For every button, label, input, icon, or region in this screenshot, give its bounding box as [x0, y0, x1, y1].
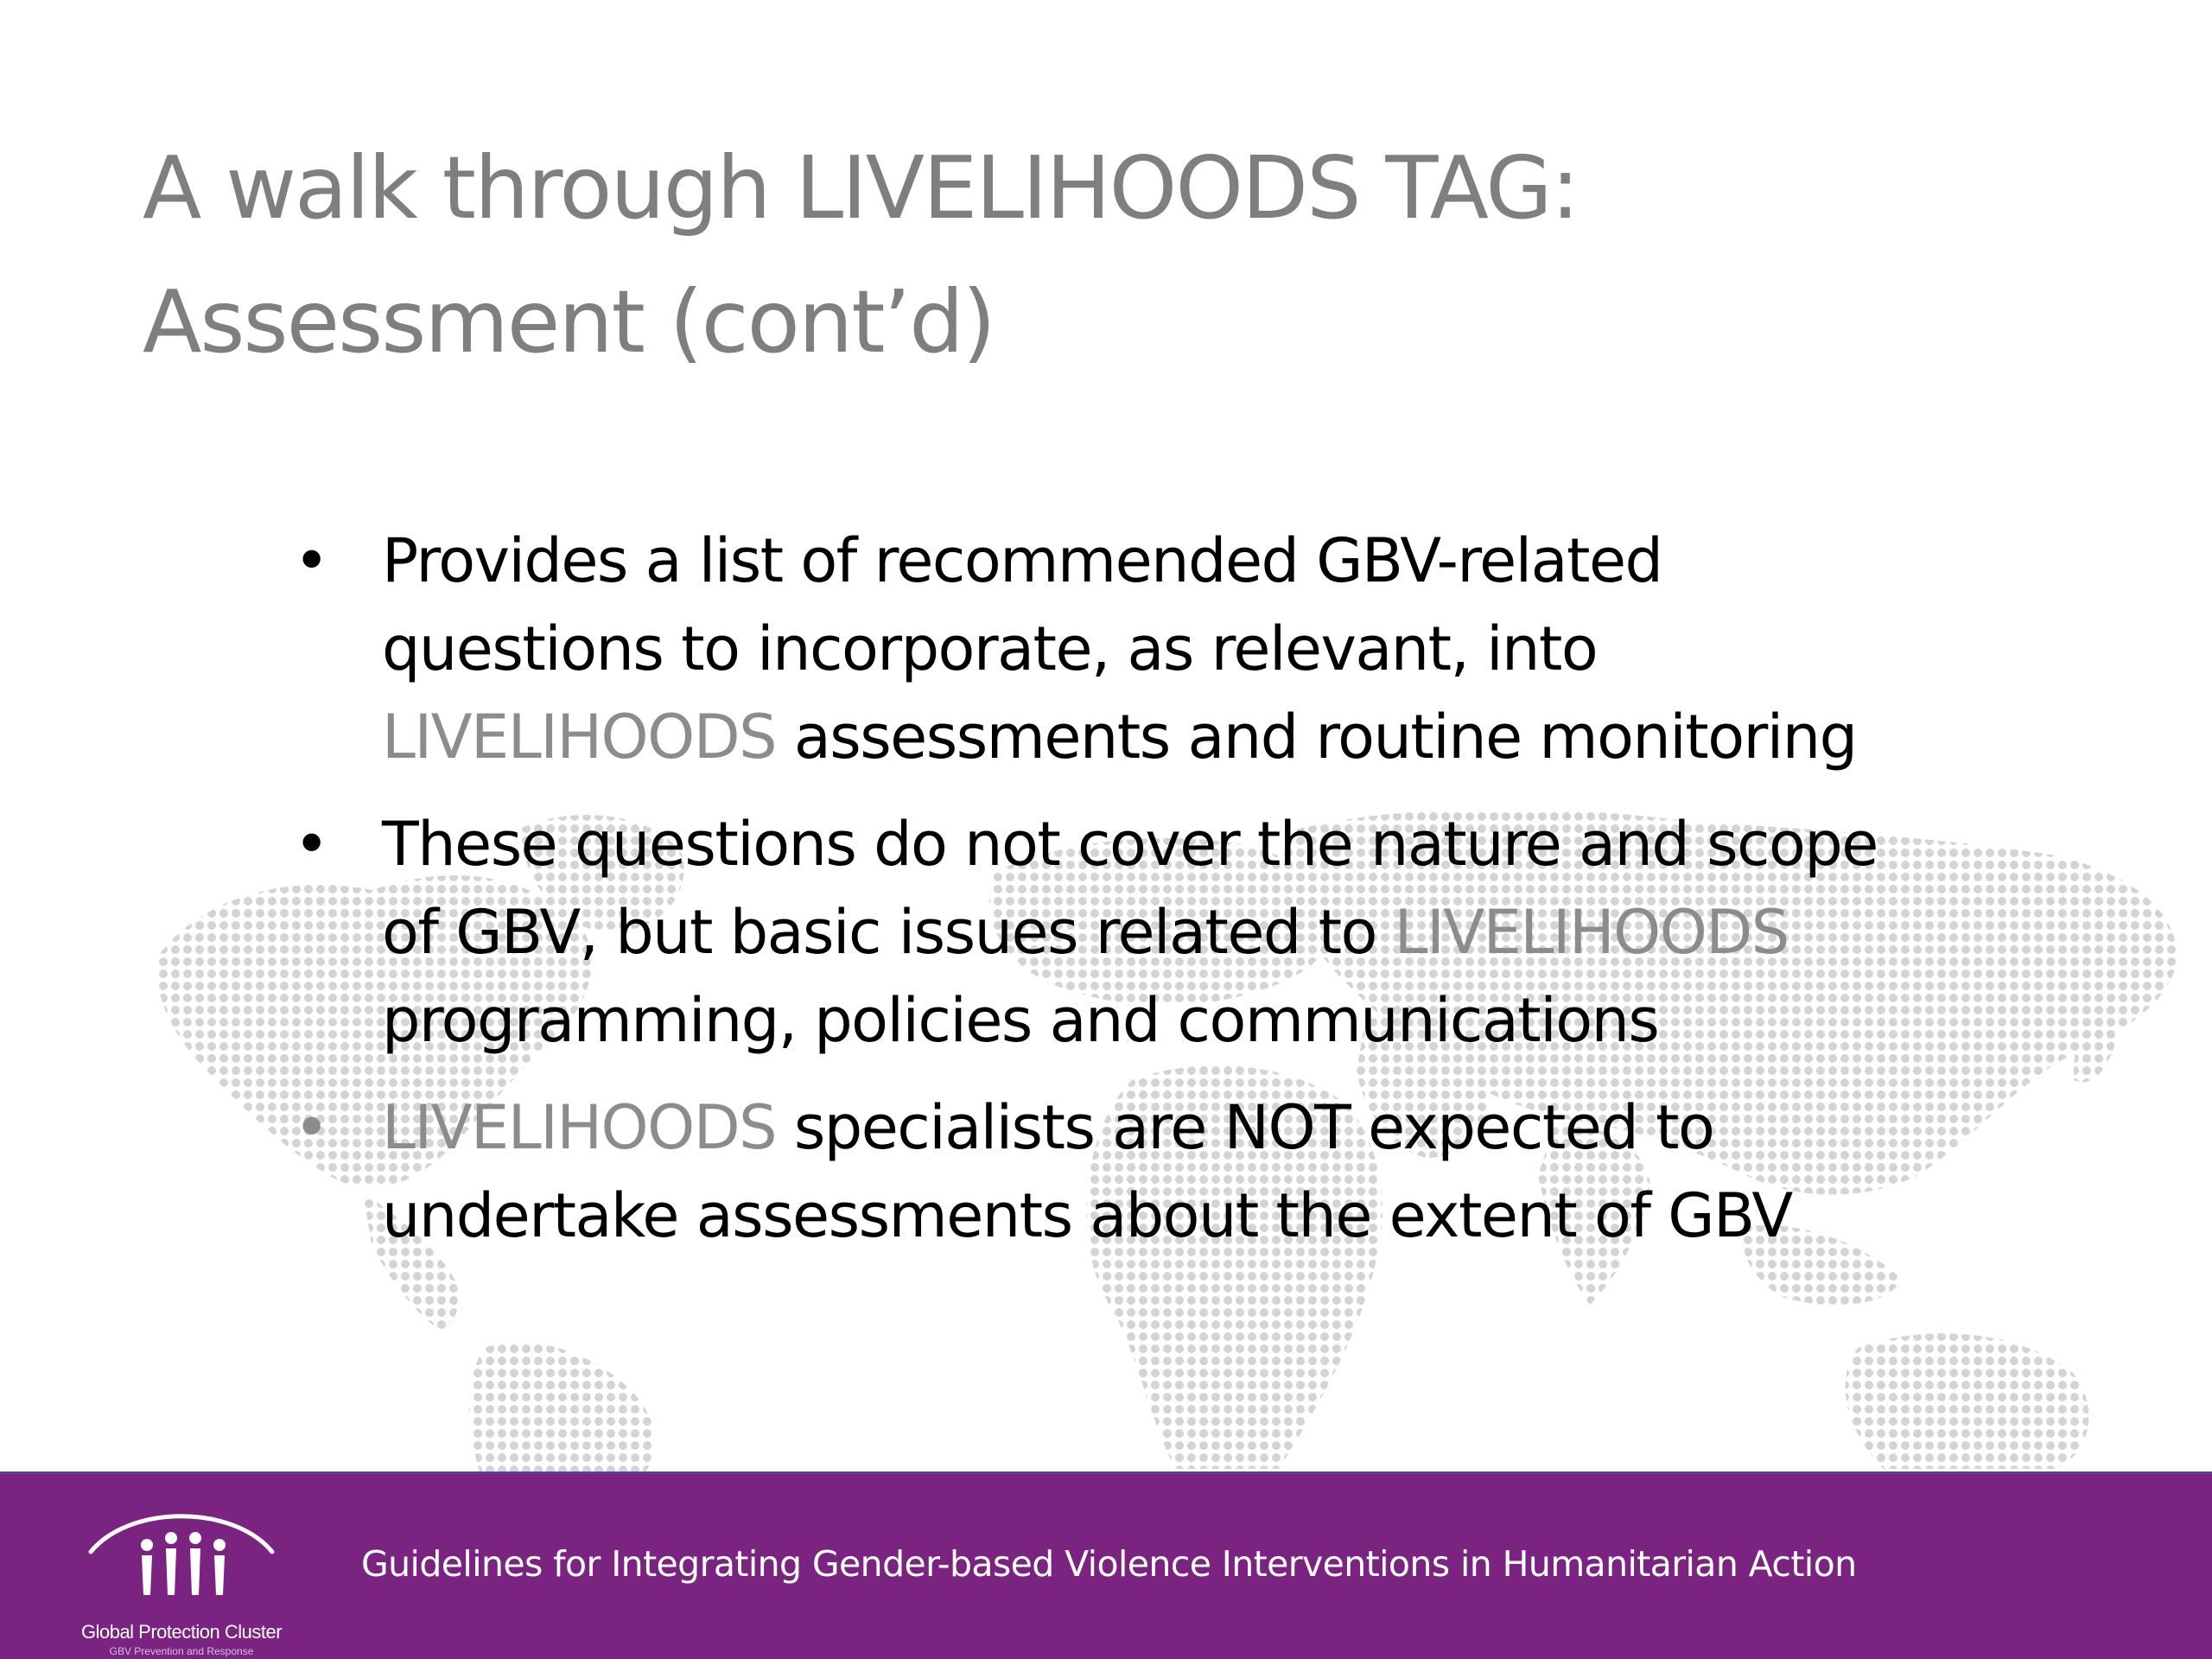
global-protection-cluster-logo-icon: [78, 1500, 285, 1617]
bullet-item-2: [294, 800, 2005, 1065]
title-line-1: A walk through LIVELIHOODS TAG:: [143, 137, 1579, 238]
bullet-2-line-2: of GBV, but basic issues related to LIVELIHOODS: [382, 897, 1789, 968]
bullet-item-1: [294, 517, 2005, 781]
bullet-list: [294, 517, 2005, 1279]
bullet-3-line-2: undertake assessments about the extent of GBV: [382, 1180, 1792, 1251]
bullet-dot-icon: •: [294, 1092, 328, 1163]
logo-subtitle: GBV Prevention and Response: [109, 1645, 254, 1657]
livelihoods-highlight: LIVELIHOODS: [1394, 897, 1789, 968]
bullet-1-line-3: LIVELIHOODS assessments and routine monitoring: [382, 702, 1857, 772]
bullet-dot-icon: •: [294, 809, 328, 880]
footer-text: Guidelines for Integrating Gender-based Violence Interventions in Humanitarian Action: [361, 1543, 1857, 1585]
livelihoods-highlight: LIVELIHOODS: [382, 702, 777, 772]
bullet-2-line-1: These questions do not cover the nature and scope: [382, 809, 1878, 880]
bullet-2-line-3: programming, policies and communications: [382, 985, 1659, 1056]
slide-title: [143, 121, 2087, 389]
logo-name: Global Protection Cluster: [80, 1621, 283, 1643]
bullet-dot-icon: •: [294, 525, 328, 596]
bullet-item-3: [294, 1084, 2005, 1260]
footer-bar: [0, 1471, 2212, 1659]
bullet-1-line-2: questions to incorporate, as relevant, into: [382, 613, 1598, 684]
title-line-2: Assessment (cont’d): [143, 271, 995, 372]
global-protection-cluster-logo: [60, 1500, 302, 1657]
bullet-1-line-1: Provides a list of recommended GBV-related: [382, 525, 1662, 596]
livelihoods-highlight: LIVELIHOODS: [382, 1092, 777, 1163]
bullet-3-line-1: LIVELIHOODS specialists are NOT expected to: [382, 1092, 1714, 1163]
